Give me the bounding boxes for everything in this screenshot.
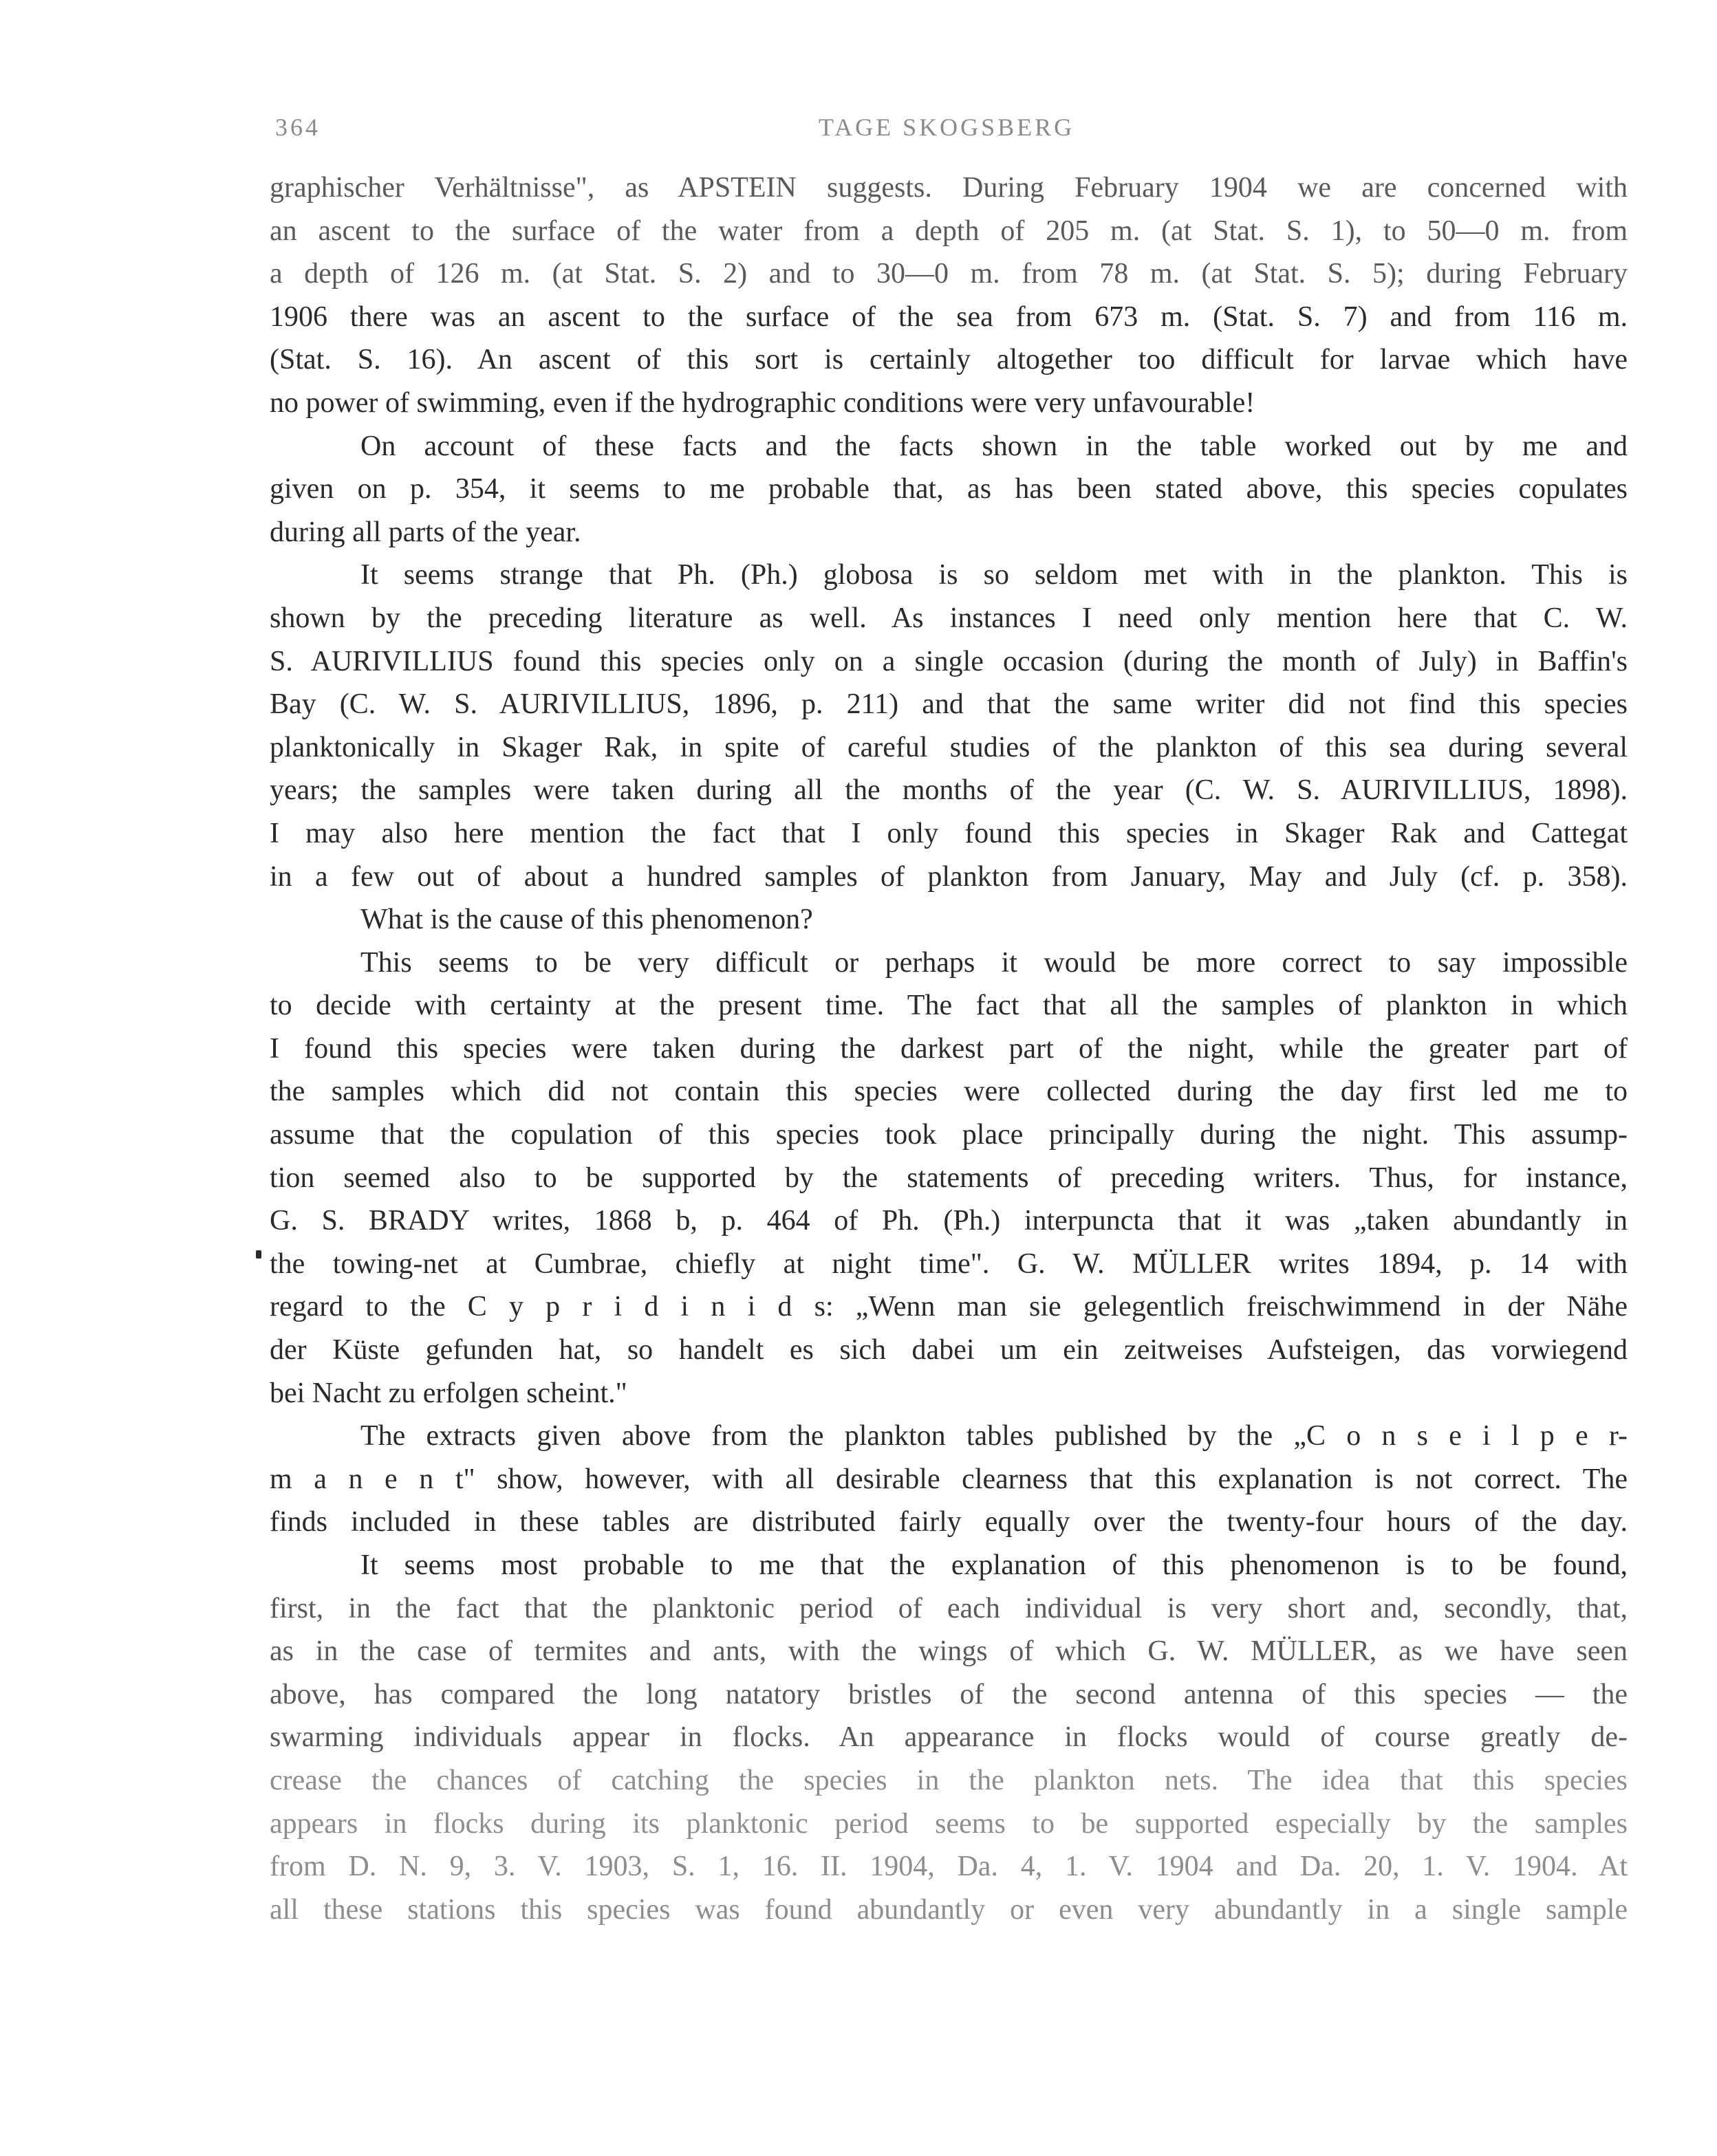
text-line: swarming individuals appear in flocks. An appearance in flocks would of course greatly de- [270, 1721, 1628, 1754]
text-line: an ascent to the surface of the water from a depth of 205 m. (at Stat. S. 1), to 50—0 m. from [270, 215, 1628, 247]
text-line: crease the chances of catching the species in the plankton nets. The idea that this species [270, 1764, 1628, 1796]
text-line: above, has compared the long natatory bristles of the second antenna of this species — the [270, 1678, 1628, 1710]
text-line: It seems most probable to me that the explanation of this phenomenon is to be found, [360, 1549, 1628, 1581]
running-title: TAGE SKOGSBERG [819, 113, 1075, 141]
text-line: first, in the fact that the planktonic period of each individual is very short and, secondly, that, [270, 1592, 1628, 1624]
text-line: a depth of 126 m. (at Stat. S. 2) and to 30—0 m. from 78 m. (at Stat. S. 5); during February [270, 258, 1628, 290]
text-line: I may also here mention the fact that I only found this species in Skager Rak and Cattegat [270, 817, 1628, 849]
text-line: during all parts of the year. [270, 516, 581, 548]
text-line: all these stations this species was found abundantly or even very abundantly in a single sample [270, 1893, 1628, 1926]
text-line: to decide with certainty at the present time. The fact that all the samples of plankton in which [270, 990, 1628, 1022]
text-line: the towing-net at Cumbrae, chiefly at night time". G. W. MÜLLER writes 1894, p. 14 with [270, 1248, 1628, 1280]
text-line: der Küste gefunden hat, so handelt es sich dabei um ein zeitweises Aufsteigen, das vorwiegend [270, 1334, 1628, 1366]
text-line: It seems strange that Ph. (Ph.) globosa is so seldom met with in the plankton. This is [360, 559, 1628, 591]
text-line: m a n e n t" show, however, with all desirable clearness that this explanation is not correct. The [270, 1463, 1628, 1495]
text-line: Bay (C. W. S. AURIVILLIUS, 1896, p. 211) and that the same writer did not find this species [270, 688, 1628, 721]
text-line: given on p. 354, it seems to me probable that, as has been stated above, this species copulates [270, 473, 1628, 505]
text-line: shown by the preceding literature as well. As instances I need only mention here that C. W. [270, 602, 1628, 634]
text-line: years; the samples were taken during all the months of the year (C. W. S. AURIVILLIUS, 1898). [270, 774, 1628, 807]
text-line: 1906 there was an ascent to the surface of the sea from 673 m. (Stat. S. 7) and from 116 m. [270, 301, 1628, 333]
text-line: no power of swimming, even if the hydrographic conditions were very unfavourable! [270, 386, 1255, 419]
text-line: The extracts given above from the plankton tables published by the „C o n s e i l p e r- [360, 1420, 1628, 1452]
text-line: finds included in these tables are distributed fairly equally over the twenty-four hours of the day. [270, 1506, 1628, 1538]
text-line: planktonically in Skager Rak, in spite of careful studies of the plankton of this sea during several [270, 731, 1628, 763]
text-line: from D. N. 9, 3. V. 1903, S. 1, 16. II. 1904, Da. 4, 1. V. 1904 and Da. 20, 1. V. 1904. At [270, 1851, 1628, 1883]
page-number: 364 [275, 113, 321, 141]
text-line: S. AURIVILLIUS found this species only on a single occasion (during the month of July) in Baffin's [270, 645, 1628, 677]
text-line: in a few out of about a hundred samples of plankton from January, May and July (cf. p. 358). [270, 860, 1628, 893]
running-head [275, 113, 1628, 147]
text-line: tion seemed also to be supported by the statements of preceding writers. Thus, for instance, [270, 1162, 1628, 1194]
text-line: assume that the copulation of this species took place principally during the night. This assump- [270, 1119, 1628, 1151]
text-line: regard to the C y p r i d i n i d s: „Wenn man sie gelegentlich freischwimmend in der Nähe [270, 1291, 1628, 1323]
margin-mark [256, 1250, 261, 1259]
text-line: This seems to be very difficult or perhaps it would be more correct to say impossible [360, 946, 1628, 979]
text-line: (Stat. S. 16). An ascent of this sort is certainly altogether too difficult for larvae which have [270, 344, 1628, 376]
text-line: What is the cause of this phenomenon? [360, 904, 813, 936]
text-line: G. S. BRADY writes, 1868 b, p. 464 of Ph. (Ph.) interpuncta that it was „taken abundantly in [270, 1205, 1628, 1237]
text-line: appears in flocks during its planktonic period seems to be supported especially by the samples [270, 1807, 1628, 1840]
text-line: the samples which did not contain this species were collected during the day first led me to [270, 1076, 1628, 1108]
text-line: bei Nacht zu erfolgen scheint." [270, 1377, 627, 1409]
text-line: graphischer Verhältnisse", as APSTEIN suggests. During February 1904 we are concerned with [270, 172, 1628, 204]
text-line: On account of these facts and the facts shown in the table worked out by me and [360, 430, 1628, 462]
text-line: as in the case of termites and ants, with the wings of which G. W. MÜLLER, as we have seen [270, 1635, 1628, 1668]
text-line: I found this species were taken during the darkest part of the night, while the greater part of [270, 1032, 1628, 1065]
body-text [270, 166, 1628, 1931]
